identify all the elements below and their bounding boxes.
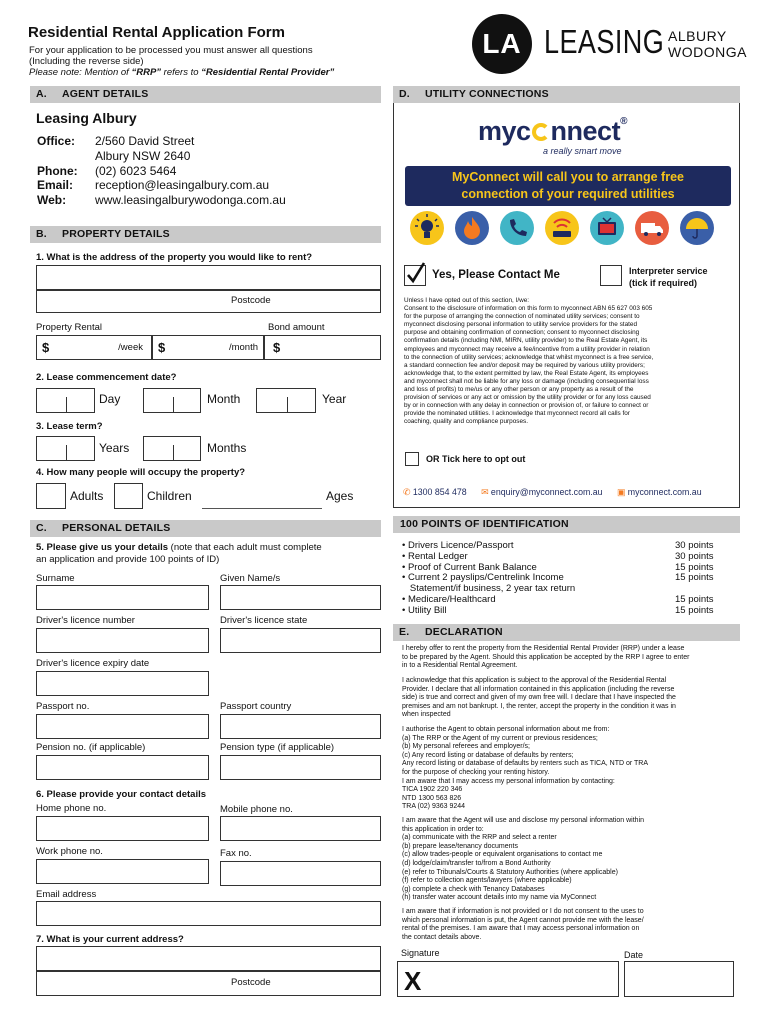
consent-line: Unless I have opted out of this section, I/we: xyxy=(404,297,530,304)
brand-post: nnect xyxy=(550,116,621,146)
consent-line: Consent to the disclosure of information on this form to myconnect ABN 65 627 003 605 xyxy=(404,305,653,313)
licence-number-label: Driver's licence number xyxy=(36,615,135,626)
declaration-line: (a) communicate with the RRP and select a renter xyxy=(402,834,557,842)
utility-icons-row xyxy=(409,208,729,248)
points-list xyxy=(402,541,732,617)
logo-circle xyxy=(472,14,532,74)
postcode-label: Postcode xyxy=(231,295,271,306)
pension-type-label: Pension type (if applicable) xyxy=(220,742,335,753)
question-5-bold: 5. Please give us your details xyxy=(36,542,169,553)
property-address-field[interactable] xyxy=(36,265,381,290)
section-a-letter: A. xyxy=(36,88,47,100)
work-phone-field[interactable] xyxy=(36,859,209,884)
dollar-sign: $ xyxy=(158,340,166,355)
licence-expiry-field[interactable] xyxy=(36,671,209,696)
myconnect-phone: 1300 854 478 xyxy=(412,487,467,497)
consent-line: provision of services or any act or omission by the utility provider or for any loss caused xyxy=(404,394,651,402)
consent-line: acknowledge that, to the extent permitted by law, the Real Estate Agent, its employees xyxy=(404,369,649,377)
points-value: 15 points xyxy=(675,604,714,616)
consent-line: myconnect disclosing personal information to utility service providers for the stated xyxy=(404,321,638,329)
date-label: Date xyxy=(624,950,644,960)
phone-icon: ✆ xyxy=(403,487,411,497)
question-2: 2. Lease commencement date? xyxy=(36,372,177,383)
children-count-field[interactable] xyxy=(114,483,143,509)
points-item: • Proof of Current Bank Balance xyxy=(402,561,537,573)
office-line-1: 2/560 David Street xyxy=(95,134,195,148)
declaration-line: I am aware that I may access my personal information by contacting: xyxy=(402,777,615,785)
home-phone-label: Home phone no. xyxy=(36,803,107,814)
logo-mark: LA xyxy=(482,28,522,59)
office-label: Office: xyxy=(37,134,76,148)
years-label: Years xyxy=(99,441,130,455)
points-header xyxy=(393,516,740,533)
licence-number-field[interactable] xyxy=(36,628,209,653)
points-item: • Medicare/Healthcard xyxy=(402,593,496,605)
months-label: Months xyxy=(207,441,247,455)
declaration-para-2 xyxy=(402,677,736,720)
declaration-line: this application in order to: xyxy=(402,825,484,833)
points-value: 15 points xyxy=(675,561,714,573)
postcode-label: Postcode xyxy=(231,977,271,988)
consent-line: a standard connection fee and/or deposit may be required by various utility providers; xyxy=(404,361,645,369)
section-b-letter: B. xyxy=(36,228,47,240)
consent-line: to the connection of utility services; acknowledge that whilst myconnect is a free service, xyxy=(404,353,654,361)
digit-divider xyxy=(287,397,288,413)
points-item: • Current 2 payslips/Centrelink Income xyxy=(402,572,564,584)
agent-email: reception@leasingalbury.com.au xyxy=(95,178,270,193)
intro-full: “Residential Rental Provider” xyxy=(201,67,335,78)
declaration-para-1 xyxy=(402,645,736,671)
declaration-line: I hereby offer to rent the property from the Residential Rental Provider (RRP) under a lease xyxy=(402,645,685,652)
myconnect-web: myconnect.com.au xyxy=(627,487,702,497)
declaration-line: I am aware that if information is not provided or I do not consent to the uses to xyxy=(402,908,644,915)
dollar-sign: $ xyxy=(42,340,50,355)
bond-amount-field[interactable] xyxy=(264,335,381,360)
licence-expiry-label: Driver's licence expiry date xyxy=(36,658,150,669)
rent-per-week-field[interactable] xyxy=(36,335,152,360)
intro-line-3 xyxy=(29,67,334,78)
bond-amount-label: Bond amount xyxy=(268,322,325,333)
lease-day-field[interactable] xyxy=(36,388,95,413)
surname-label: Surname xyxy=(36,573,75,584)
points-value: 15 points xyxy=(675,593,714,605)
myconnect-tagline: a really smart move xyxy=(543,146,622,156)
truck-icon xyxy=(635,211,669,245)
consent-line: by or in connection with any delay in connection or provision of, or failure to connect or xyxy=(404,402,649,410)
declaration-line: to be prepared by the Agent. Should this application be accepted by the RRP I agree to enter xyxy=(402,653,690,661)
section-d-letter: D. xyxy=(399,88,410,100)
question-3: 3. Lease term? xyxy=(36,421,103,432)
consent-text xyxy=(404,297,734,427)
current-address-field[interactable] xyxy=(36,946,381,971)
office-line-2: Albury NSW 2640 xyxy=(95,148,191,163)
points-value: 15 points xyxy=(675,572,714,584)
declaration-line: (f) refer to collection agents/lawyers (where applicable) xyxy=(402,877,572,885)
contact-me-checkbox[interactable] xyxy=(404,265,426,286)
section-d-title: UTILITY CONNECTIONS xyxy=(425,88,549,100)
lightbulb-icon xyxy=(410,211,444,245)
consent-line: employees and myconnect may receive a fee/incentive from a utility provider in relation xyxy=(404,345,650,353)
given-names-label: Given Name/s xyxy=(220,573,281,584)
question-1: 1. What is the address of the property you would like to rent? xyxy=(36,252,313,263)
email-label: Email: xyxy=(37,178,74,193)
agent-details xyxy=(37,134,286,208)
declaration-line: for the purpose of checking your renting history. xyxy=(402,768,550,776)
points-title: 100 POINTS OF IDENTIFICATION xyxy=(400,518,569,530)
declaration-line: (c) Any record listing or database of defaults by renters; xyxy=(402,751,574,759)
interpreter-label xyxy=(629,266,708,289)
intro-mid: refers to xyxy=(161,67,202,78)
consent-line: for the purpose of arranging the connection of nominated utility services; consent to xyxy=(404,313,640,321)
day-label: Day xyxy=(99,392,121,406)
declaration-line: Any record listing or database of defaults by renters such as TICA, NTD or TRA xyxy=(402,760,649,768)
question-6: 6. Please provide your contact details xyxy=(36,789,207,800)
passport-no-label: Passport no. xyxy=(36,701,90,712)
banner-line-1: MyConnect will call you to arrange free xyxy=(451,170,684,184)
points-item: Statement/if business, 2 year tax return xyxy=(402,583,576,595)
property-postcode-field[interactable] xyxy=(36,290,381,313)
declaration-line: the contact details above. xyxy=(402,933,482,941)
points-item: • Drivers Licence/Passport xyxy=(402,540,514,551)
opt-out-label: OR Tick here to opt out xyxy=(426,454,526,464)
children-label: Children xyxy=(147,489,192,503)
declaration-line: I authorise the Agent to obtain personal information about me from: xyxy=(402,726,610,733)
declaration-line: in to a Residential Rental Agreement. xyxy=(402,662,518,670)
declaration-line: which personal information is put, the Agent cannot provide me with the lease/ xyxy=(402,916,644,924)
declaration-line: (g) complete a check with Tenancy Databases xyxy=(402,885,545,893)
intro-line-2: (Including the reverse side) xyxy=(29,56,144,67)
declaration-line: (h) transfer water account details into my name via MyConnect xyxy=(402,894,597,902)
licence-state-label: Driver's licence state xyxy=(220,615,308,626)
question-7: 7. What is your current address? xyxy=(36,934,184,945)
brand-registered: ® xyxy=(620,116,627,127)
section-a-title: AGENT DETAILS xyxy=(62,88,149,100)
digit-divider xyxy=(173,445,174,461)
fax-label: Fax no. xyxy=(220,848,252,859)
digit-divider xyxy=(173,397,174,413)
agent-phone: (02) 6023 5464 xyxy=(95,163,177,178)
declaration-line: I am aware that the Agent will use and disclose my personal information within xyxy=(402,817,645,824)
dollar-sign: $ xyxy=(273,340,281,355)
check-icon xyxy=(405,261,427,285)
brand-o-icon xyxy=(532,123,550,141)
question-5 xyxy=(36,542,322,566)
declaration-para-4 xyxy=(402,817,736,903)
points-value: 30 points xyxy=(675,540,714,551)
declaration-para-3 xyxy=(402,726,736,812)
declaration-line: when inspected xyxy=(402,711,451,719)
lease-months-field[interactable] xyxy=(143,436,201,461)
home-phone-field[interactable] xyxy=(36,816,209,841)
declaration-line: premises and am not bankrupt. I, the renter, accept the property in the condition it was in xyxy=(402,702,676,710)
adults-count-field[interactable] xyxy=(36,483,66,509)
phone-label: Phone: xyxy=(37,163,78,178)
pension-type-field[interactable] xyxy=(220,755,381,780)
declaration-line: side) is true and correct and given of my own free will. I declare that I have inspected the xyxy=(402,694,676,702)
work-phone-label: Work phone no. xyxy=(36,846,103,857)
agent-web: www.leasingalburywodonga.com.au xyxy=(95,193,286,208)
points-item: • Utility Bill xyxy=(402,604,447,616)
lease-month-field[interactable] xyxy=(143,388,201,413)
consent-line: coaching, quality and compliance purposes. xyxy=(404,418,528,426)
declaration-line: (b) My personal referees and employer/s; xyxy=(402,743,530,751)
email-address-field[interactable] xyxy=(36,901,381,926)
intro-line-1: For your application to be processed you must answer all questions xyxy=(29,45,313,56)
question-4: 4. How many people will occupy the property? xyxy=(36,467,246,478)
declaration-line: NTD 1300 563 826 xyxy=(402,794,462,802)
interpreter-line-2: (tick if required) xyxy=(629,277,698,288)
mail-icon: ✉ xyxy=(481,487,489,497)
consent-line: provide the nominated utilities. I acknowledge that myconnect record all calls for xyxy=(404,410,630,418)
licence-state-field[interactable] xyxy=(220,628,381,653)
mobile-phone-label: Mobile phone no. xyxy=(220,804,293,815)
section-d-header xyxy=(393,86,740,103)
question-5-rest: (note that each adult must complete xyxy=(168,542,322,553)
section-c-header xyxy=(30,520,381,537)
leasing-logo xyxy=(472,14,747,74)
digit-divider xyxy=(66,397,67,413)
passport-no-field[interactable] xyxy=(36,714,209,739)
section-c-title: PERSONAL DETAILS xyxy=(62,522,171,534)
date-field[interactable] xyxy=(624,961,734,997)
declaration-line: (c) allow trades-people or equivalent organisations to contact me xyxy=(402,851,603,859)
consent-line: and myconnect shall not be liable for any loss or damage (including consequential loss xyxy=(404,377,649,385)
declaration-line: TRA (02) 9363 9244 xyxy=(402,803,466,811)
logo-sub-1: ALBURY xyxy=(668,28,727,44)
consent-line: and loss of profits) to me/us or any other person or any property as a result of the xyxy=(404,386,634,394)
digit-divider xyxy=(66,445,67,461)
contact-me-label: Yes, Please Contact Me xyxy=(432,269,560,281)
wifi-router-icon xyxy=(545,211,579,245)
mobile-phone-field[interactable] xyxy=(220,816,381,841)
section-a-header xyxy=(30,86,381,103)
given-names-field[interactable] xyxy=(220,585,381,610)
property-rental-label: Property Rental xyxy=(36,322,103,333)
ages-field-line[interactable] xyxy=(202,508,322,509)
interpreter-line-1: Interpreter service xyxy=(629,266,708,276)
question-5-line-2: an application and provide 100 points of ID) xyxy=(36,554,220,565)
myconnect-email: enquiry@myconnect.com.au xyxy=(490,487,603,497)
agency-name: Leasing Albury xyxy=(36,110,137,126)
current-postcode-field[interactable] xyxy=(36,971,381,996)
logo-word: LEASING xyxy=(544,23,665,60)
banner-line-2: connection of your required utilities xyxy=(461,187,675,201)
myconnect-banner xyxy=(405,166,731,206)
section-e-letter: E. xyxy=(399,626,410,638)
myconnect-logo xyxy=(478,116,627,147)
tv-icon xyxy=(590,211,624,245)
passport-country-field[interactable] xyxy=(220,714,381,739)
section-e-title: DECLARATION xyxy=(425,626,503,638)
month-label: Month xyxy=(207,392,241,406)
monitor-icon: ▣ xyxy=(617,487,626,497)
declaration-line: I acknowledge that this application is subject to the approval of the Residential Rental xyxy=(402,677,667,684)
sign-here-mark: X xyxy=(404,966,422,996)
declaration-line: Provider. I declare that all information contained in this application (including the reverse xyxy=(402,685,675,693)
declaration-line: rental of the premises. I am aware that I may access personal information on xyxy=(402,925,640,933)
logo-sub-2: WODONGA xyxy=(668,44,747,60)
intro-rrp: “RRP” xyxy=(131,67,162,78)
points-value: 30 points xyxy=(675,550,714,562)
lease-year-field[interactable] xyxy=(256,388,316,413)
consent-line: purpose and obtaining confirmation of connection; consent to myconnect disclosing xyxy=(404,329,640,337)
points-item: • Rental Ledger xyxy=(402,550,468,562)
phone-icon xyxy=(500,211,534,245)
intro-prefix: Please note: Mention of xyxy=(29,67,132,78)
section-e-header xyxy=(393,624,740,641)
form-title: Residential Rental Application Form xyxy=(28,24,285,41)
brand-pre: myc xyxy=(478,116,531,146)
signature-field[interactable] xyxy=(397,961,619,997)
interpreter-checkbox[interactable] xyxy=(600,265,622,286)
rent-per-month-field[interactable] xyxy=(152,335,264,360)
adults-label: Adults xyxy=(70,489,104,503)
signature-label: Signature xyxy=(401,948,440,958)
passport-country-label: Passport country xyxy=(220,701,292,712)
email-address-label: Email address xyxy=(36,889,97,900)
section-b-title: PROPERTY DETAILS xyxy=(62,228,170,240)
pension-no-field[interactable] xyxy=(36,755,209,780)
declaration-line: (e) refer to Tribunals/Courts & Statutory Authorities (where applicable) xyxy=(402,868,618,876)
declaration-line: (d) lodge/claim/transfer to/from a Bond Authority xyxy=(402,859,551,867)
fax-field[interactable] xyxy=(220,861,381,886)
declaration-line: (b) prepare lease/tenancy documents xyxy=(402,842,518,850)
per-week-label: /week xyxy=(118,342,143,353)
section-b-header xyxy=(30,226,381,243)
web-label: Web: xyxy=(37,193,67,208)
flame-icon xyxy=(455,211,489,245)
myconnect-contacts xyxy=(403,487,735,498)
year-label: Year xyxy=(322,392,347,406)
ages-label: Ages xyxy=(326,489,354,503)
declaration-para-5 xyxy=(402,908,736,942)
surname-field[interactable] xyxy=(36,585,209,610)
lease-years-field[interactable] xyxy=(36,436,95,461)
declaration-line: TICA 1902 220 346 xyxy=(402,786,463,794)
umbrella-icon xyxy=(680,211,714,245)
per-month-label: /month xyxy=(228,342,258,353)
declaration-line: (a) The RRP or the Agent of my current or previous residences; xyxy=(402,734,598,742)
pension-no-label: Pension no. (if applicable) xyxy=(36,742,146,753)
opt-out-checkbox[interactable] xyxy=(405,452,419,466)
consent-line: confirmation details (including NMI, MIRN, utility provider) to the Real Estate Agent, its xyxy=(404,337,648,345)
section-c-letter: C. xyxy=(36,522,47,534)
